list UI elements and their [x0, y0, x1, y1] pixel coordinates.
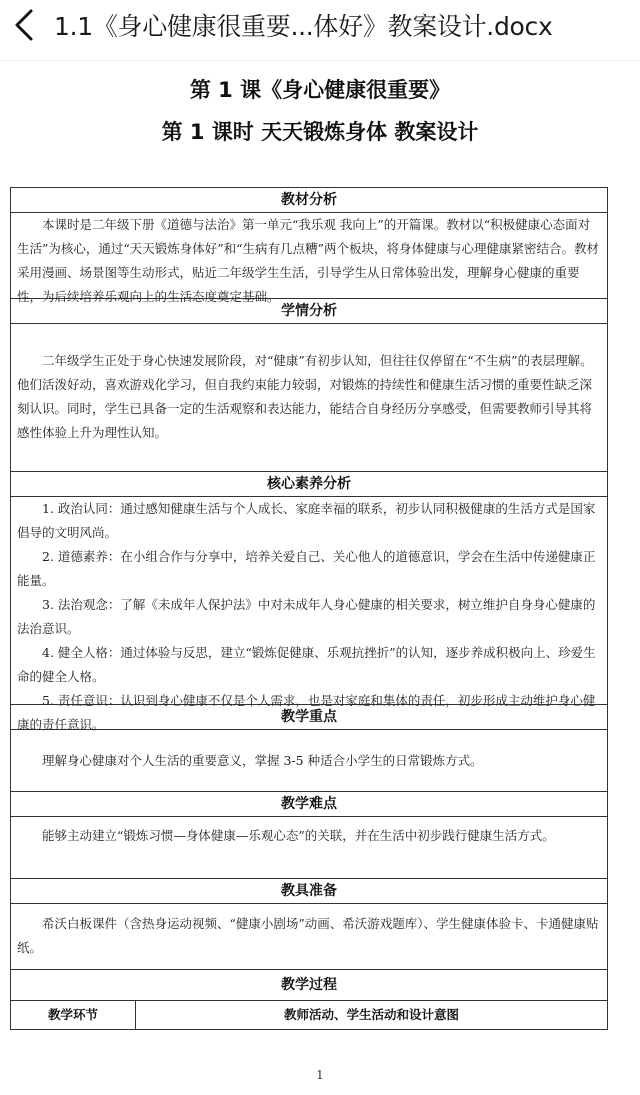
process-col-stage: 教学环节 — [11, 1001, 136, 1029]
chevron-left-icon — [13, 8, 35, 42]
section-title-process: 教学过程 — [11, 970, 607, 1001]
materials-text: 希沃白板课件（含热身运动视频、“健康小剧场”动画、希沃游戏题库）、学生健康体验卡、卡通健康贴纸。 — [17, 916, 599, 955]
section-title-textbook: 教材分析 — [11, 188, 607, 213]
top-bar — [0, 0, 640, 50]
section-body-textbook — [11, 213, 607, 304]
document-title: 1.1《身心健康很重要...体好》教案设计.docx — [54, 12, 553, 41]
section-title-literacy: 核心素养分析 — [11, 472, 607, 497]
header-divider — [0, 60, 640, 61]
literacy-item: 2. 道德素养：在小组合作与分享中，培养关爱自己、关心他人的道德意识，学会在生活中传递健康正能量。 — [17, 549, 596, 588]
section-title-materials: 教具准备 — [11, 879, 607, 904]
lesson-heading: 第 1 课《身心健康很重要》 — [189, 78, 451, 102]
difficulty-text: 能够主动建立“锻炼习惯—身体健康—乐观心态”的关联，并在生活中初步践行健康生活方式。 — [42, 828, 555, 843]
section-body-materials — [11, 904, 607, 970]
section-body-key-point — [11, 730, 607, 792]
literacy-item: 3. 法治观念：了解《未成年人保护法》中对未成年人身心健康的相关要求，树立维护自身身心健康的法治意识。 — [17, 597, 596, 636]
literacy-item: 5. 责任意识：认识到身心健康不仅是个人需求，也是对家庭和集体的责任，初步形成主动维护身心健康的责任意识。 — [17, 693, 596, 732]
page-number: 1 — [316, 1068, 324, 1082]
process-col-activities: 教师活动、学生活动和设计意图 — [283, 1007, 459, 1022]
section-title-students: 学情分析 — [11, 299, 607, 324]
literacy-item: 4. 健全人格：通过体验与反思，建立“锻炼促健康、乐观抗挫折”的认知，逐步养成积极向上、珍爱生命的健全人格。 — [17, 645, 596, 684]
section-title-difficulty: 教学难点 — [11, 792, 607, 817]
textbook-analysis-text: 本课时是二年级下册《道德与法治》第一单元“我乐观 我向上”的开篇课。教材以“积极健康心态面对生活”为核心，通过“天天锻炼身体好”和“生病有几点糟”两个板块，将身体健康与心理健康紧密结合。教材采用漫画、场景图等生动形式，贴近二年级学生生活，引导学生从日常体验出发，理解身心健康的重要性，为后续培养乐观向上的生活态度奠定基础。 — [17, 217, 599, 304]
section-body-students — [11, 324, 607, 472]
lesson-subheading: 第 1 课时 天天锻炼身体 教案设计 — [161, 120, 479, 144]
section-body-difficulty — [11, 817, 607, 879]
section-title-key-point: 教学重点 — [11, 705, 607, 730]
back-button[interactable] — [0, 0, 48, 50]
process-header-row — [11, 1001, 607, 1030]
lesson-plan-table — [10, 187, 608, 1030]
key-point-text: 理解身心健康对个人生活的重要意义，掌握 3-5 种适合小学生的日常锻炼方式。 — [42, 753, 483, 768]
literacy-item: 1. 政治认同：通过感知健康生活与个人成长、家庭幸福的联系，初步认同积极健康的生活方式是国家倡导的文明风尚。 — [17, 501, 596, 540]
students-analysis-text: 二年级学生正处于身心快速发展阶段，对“健康”有初步认知，但往往仅停留在“不生病”的表层理解。他们活泼好动，喜欢游戏化学习，但自我约束能力较弱，对锻炼的持续性和健康生活习惯的重要性缺乏深刻认识。同时，学生已具备一定的生活观察和表达能力，能结合自身经历分享感受，但需要教师引导其将感性体验上升为理性认知。 — [17, 353, 593, 440]
